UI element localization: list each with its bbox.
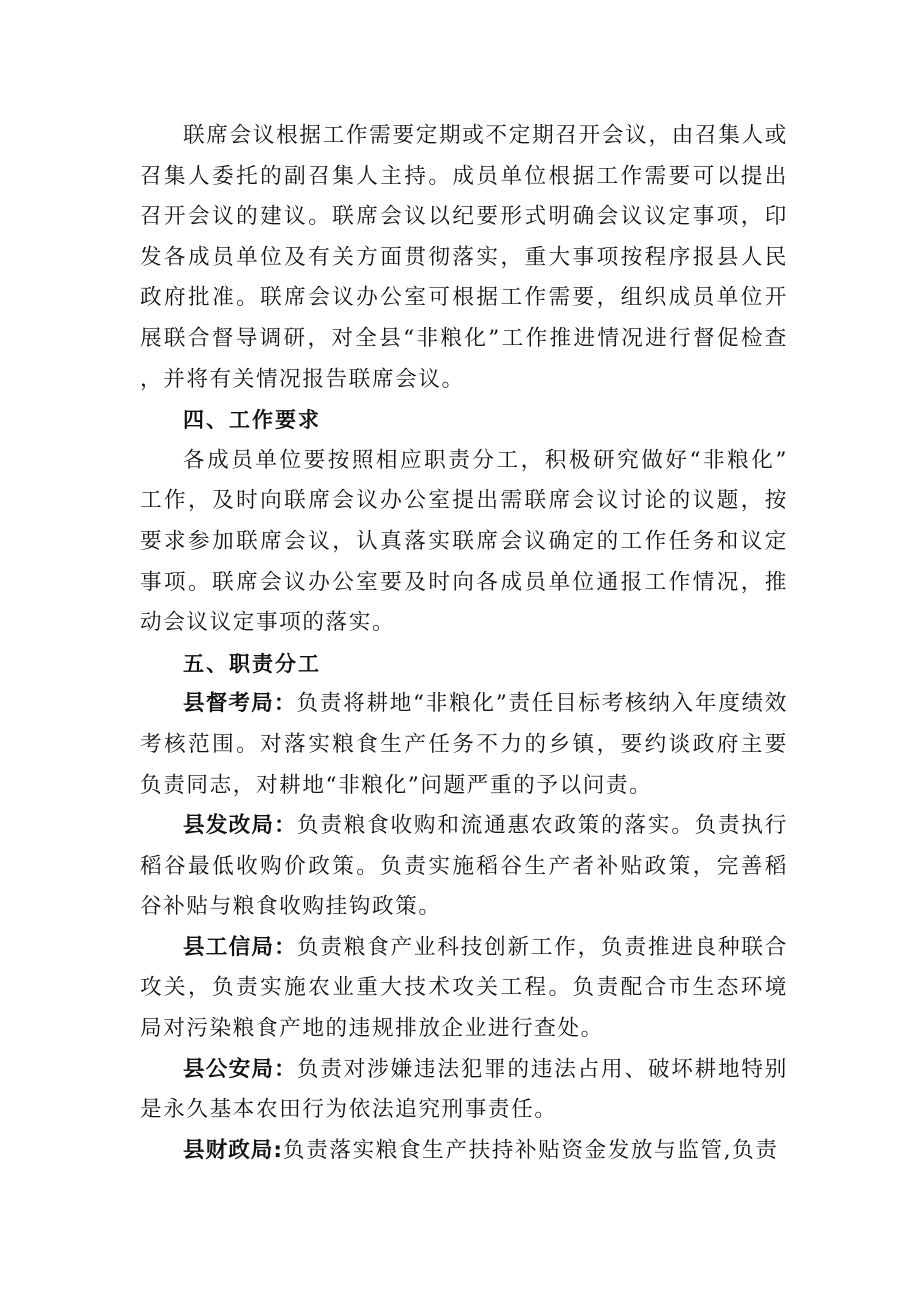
- document-page: [140, 116, 788, 1171]
- section-heading-responsibilities: 五、职责分工: [183, 651, 321, 676]
- duty-paragraph-development-bureau: [140, 806, 788, 928]
- duty-text-development-bureau: 负责粮食收购和流通惠农政策的落实。负责执行稻谷最低收购价政策。负责实施稻谷生产者补贴政策，完善稻谷补贴与粮食收购挂钩政策。: [140, 813, 788, 920]
- paragraph-work-requirements: 各成员单位要按照相应职责分工，积极研究做好“非粮化”工作，及时向联席会议办公室提出需联席会议讨论的议题，按要求参加联席会议，认真落实联席会议确定的工作任务和议定事项。联席会议办公室要及时向各成员单位通报工作情况，推动会议议定事项的落实。: [140, 447, 788, 636]
- duty-lead-supervision-bureau: 县督考局：: [183, 691, 297, 717]
- duty-text-finance-bureau: 负责落实粮食生产扶持补贴资金发放与监管,负责: [283, 1137, 779, 1163]
- duty-paragraph-finance-bureau: [140, 1131, 788, 1172]
- duty-text-public-security-bureau: 负责对涉嫌违法犯罪的违法占用、破坏耕地特别是永久基本农田行为依法追究刑事责任。: [140, 1056, 788, 1123]
- duty-lead-development-bureau: 县发改局：: [183, 813, 297, 839]
- section-heading-work-requirements: 四、工作要求: [183, 408, 321, 433]
- duty-paragraph-industry-bureau: [140, 928, 788, 1050]
- duty-lead-public-security-bureau: 县公安局：: [183, 1056, 297, 1082]
- duty-lead-finance-bureau: 县财政局:: [183, 1137, 284, 1163]
- duty-text-supervision-bureau: 负责将耕地“非粮化”责任目标考核纳入年度绩效考核范围。对落实粮食生产任务不力的乡镇，要约谈政府主要负责同志，对耕地“非粮化”问题严重的予以问责。: [140, 691, 788, 798]
- duty-paragraph-supervision-bureau: [140, 684, 788, 806]
- duty-lead-industry-bureau: 县工信局：: [183, 934, 297, 960]
- paragraph-meeting-rules: 联席会议根据工作需要定期或不定期召开会议，由召集人或召集人委托的副召集人主持。成员单位根据工作需要可以提出召开会议的建议。联席会议以纪要形式明确会议议定事项，印发各成员单位及有关方面贯彻落实，重大事项按程序报县人民政府批准。联席会议办公室可根据工作需要，组织成员单位开展联合督导调研，对全县“非粮化”工作推进情况进行督促检查，并将有关情况报告联席会议。: [140, 123, 788, 392]
- duty-text-industry-bureau: 负责粮食产业科技创新工作，负责推进良种联合攻关，负责实施农业重大技术攻关工程。负责配合市生态环境局对污染粮食产地的违规排放企业进行查处。: [140, 934, 788, 1042]
- duty-paragraph-public-security-bureau: [140, 1050, 788, 1131]
